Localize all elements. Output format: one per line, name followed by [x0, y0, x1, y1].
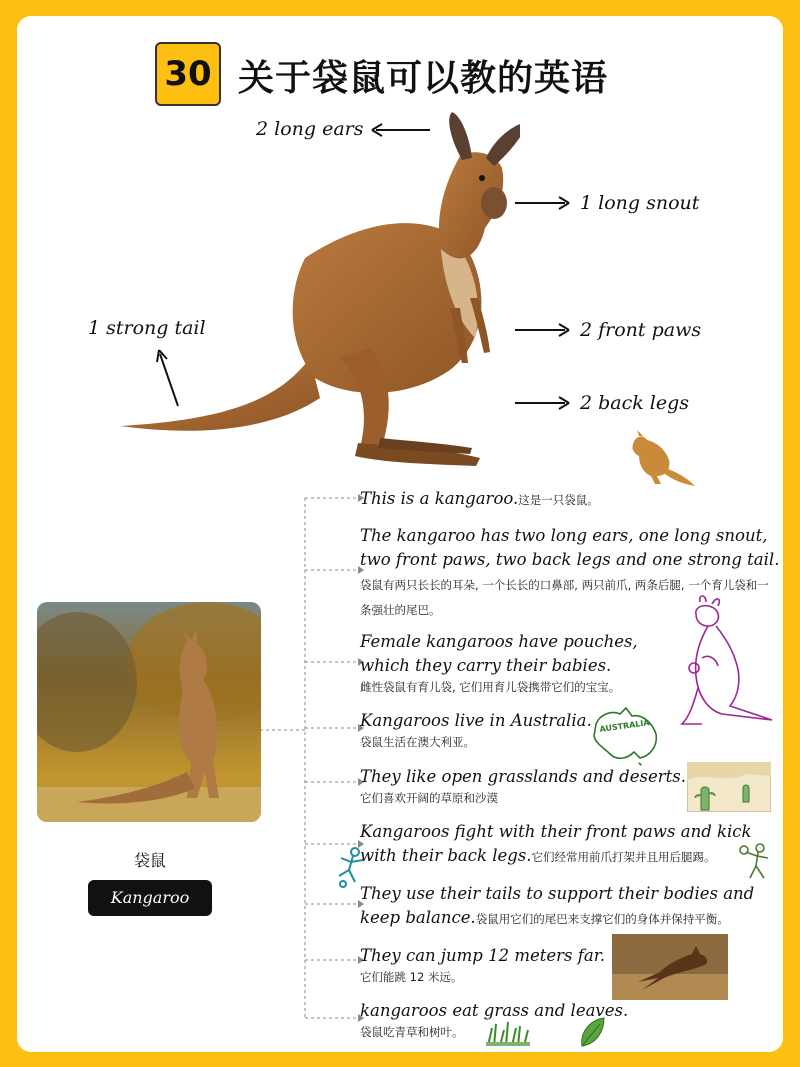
fact-zh: 袋鼠生活在澳大利亚。	[360, 735, 475, 749]
fact-zh: 雌性袋鼠有育儿袋, 它们用育儿袋携带它们的宝宝。	[360, 680, 621, 694]
fact-en: Kangaroos live in Australia.	[360, 711, 592, 730]
fact-zh: 它们喜欢开阔的草原和沙漠	[360, 791, 498, 805]
fact-zh: 袋鼠吃青草和树叶。	[360, 1025, 464, 1039]
page-title: 关于袋鼠可以教的英语	[238, 58, 609, 99]
small-kangaroo-icon	[625, 430, 697, 488]
fact-zh: 它们能跳 12 米远。	[360, 970, 463, 984]
arrow-right-icon	[515, 393, 571, 413]
fact-en: They use their tails to support their bodies and keep balance.	[360, 884, 755, 927]
fact-zh: 袋鼠用它们的尾巴来支撑它们的身体并保持平衡。	[475, 912, 729, 926]
fact-6	[360, 820, 765, 869]
fact-connector-lines	[260, 490, 365, 1025]
fact-en: kangaroos eat grass and leaves.	[360, 1001, 629, 1020]
fact-en: They like open grasslands and deserts.	[360, 767, 686, 786]
fact-zh: 袋鼠有两只长长的耳朵, 一个长长的口鼻部, 两只前爪, 两条后腿, 一个育儿袋和一条强壮的尾巴。	[360, 578, 769, 617]
fact-7	[360, 882, 772, 931]
arrow-right-icon	[515, 193, 571, 213]
fact-3	[360, 630, 660, 696]
fact-zh: 这是一只袋鼠。	[518, 493, 599, 507]
fact-en: This is a kangaroo.	[360, 489, 519, 508]
number-badge: 30	[155, 42, 221, 106]
australia-map-icon	[590, 704, 662, 766]
australia-map-label: AUSTRALIA	[599, 718, 651, 734]
fact-1	[360, 487, 780, 512]
photo-caption-zh: 袋鼠	[133, 851, 166, 870]
arrow-left-icon	[370, 120, 432, 140]
fact-8	[360, 944, 610, 986]
fact-5	[360, 765, 690, 807]
label-ears: 2 long ears	[256, 118, 364, 140]
arrow-up-icon	[152, 348, 186, 410]
photo-caption-en: Kangaroo	[88, 880, 212, 916]
fact-4	[360, 709, 620, 751]
kicking-figure-icon	[335, 846, 367, 888]
fact-en: Female kangaroos have pouches, which they carry their babies.	[360, 632, 638, 675]
label-snout: 1 long snout	[580, 192, 700, 214]
grass-icon	[486, 1020, 530, 1046]
label-back-legs: 2 back legs	[580, 392, 690, 414]
fighting-figure-icon	[736, 840, 776, 880]
kangaroo-illustration	[110, 108, 520, 478]
fact-en: They can jump 12 meters far.	[360, 946, 606, 965]
kangaroo-with-joey-icon	[672, 592, 780, 732]
arrow-right-icon	[515, 320, 571, 340]
kangaroo-photo	[37, 602, 261, 822]
label-tail: 1 strong tail	[88, 317, 206, 339]
leaf-icon	[578, 1016, 606, 1048]
fact-en: Kangaroos fight with their front paws and kick with their back legs.	[360, 822, 752, 865]
fact-zh: 它们经常用前爪打架并且用后腿踢。	[531, 850, 716, 864]
desert-cactus-icon	[687, 762, 771, 812]
jumping-kangaroo-photo	[612, 934, 728, 1000]
fact-en: The kangaroo has two long ears, one long snout, two front paws, two back legs and one strong tail.	[360, 526, 780, 569]
label-front-paws: 2 front paws	[580, 319, 702, 341]
